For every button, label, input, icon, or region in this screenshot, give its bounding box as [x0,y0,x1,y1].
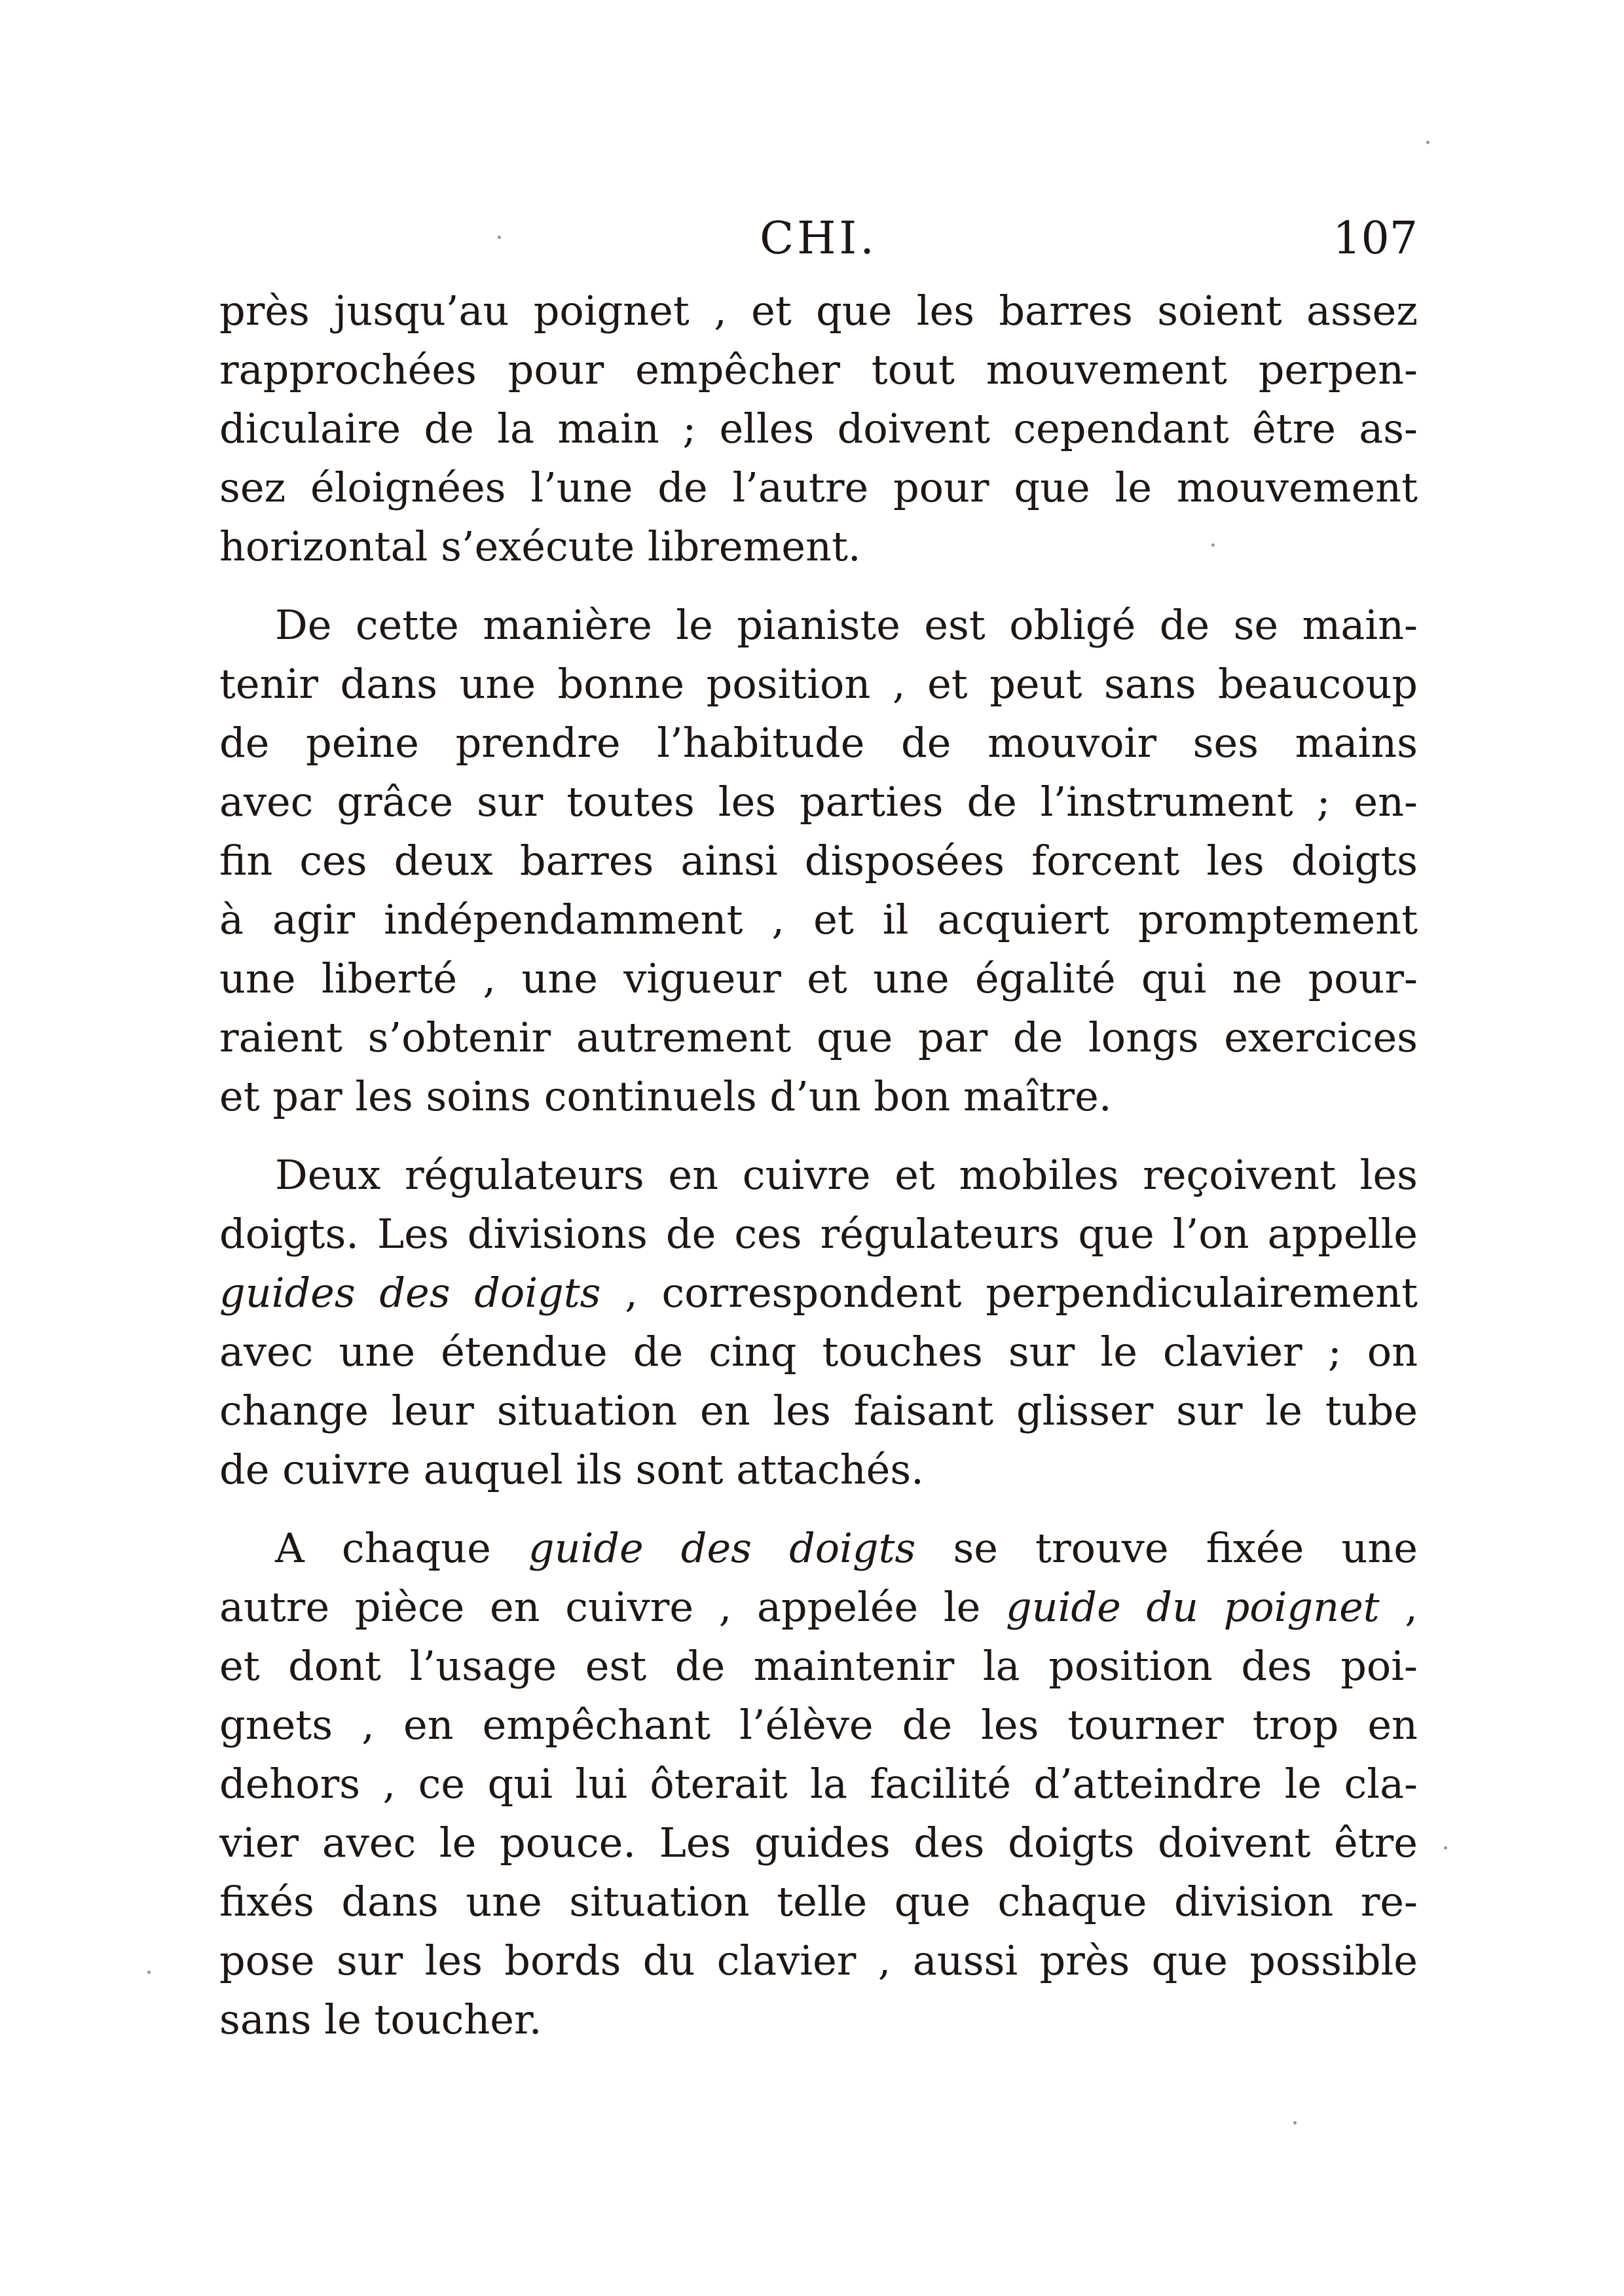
text-run: sez éloignées l’une de l’autre pour que le mouvement [219,464,1418,511]
text-run: de cuivre auquel ils sont attachés. [219,1446,924,1493]
text-run: change leur situation en les faisant glisser sur le tube [219,1387,1418,1434]
text-run: raient s’obtenir autrement que par de longs exercices [219,1013,1418,1061]
page-number: 107 [1333,213,1418,264]
text-run: De cette manière le pianiste est obligé de se main- [275,601,1418,649]
text-run: , [1379,1583,1418,1631]
text-line [219,773,1418,831]
text-line [219,1990,1418,2049]
italic-term: guides des doigts [219,1269,601,1317]
text-run: et dont l’usage est de maintenir la position des poi- [219,1642,1418,1690]
text-line [219,831,1418,890]
text-run: de peine prendre l’habitude de mouvoir ses mains [219,719,1418,767]
text-run: sans le toucher. [219,1995,542,2043]
text-run: fixés dans une situation telle que chaque division re- [219,1878,1418,1925]
body-text [219,282,1418,2069]
text-line [219,1440,1418,1499]
text-line [219,1755,1418,1813]
text-run: à agir indépendamment , et il acquiert promptement [219,896,1418,943]
text-line [219,1637,1418,1696]
text-run: pose sur les bords du clavier , aussi près que possible [219,1937,1418,1984]
running-head [219,206,1418,272]
paragraph [219,1146,1418,1499]
paragraph [219,282,1418,576]
text-run: gnets , en empêchant l’élève de les tourner trop en [219,1701,1418,1749]
text-run: fin ces deux barres ainsi disposées forcent les doigts [219,837,1418,884]
text-line [219,949,1418,1008]
text-line [219,1813,1418,1872]
text-run: vier avec le pouce. Les guides des doigts doivent être [219,1819,1418,1867]
text-line [219,1205,1418,1264]
text-run: dehors , ce qui lui ôterait la facilité d’atteindre le cla- [219,1760,1418,1808]
text-line [219,282,1418,340]
text-line [219,1146,1418,1205]
text-run: près jusqu’au poignet , et que les barres soient assez [219,287,1418,335]
text-line [219,890,1418,949]
text-line [219,399,1418,458]
text-line [219,517,1418,576]
paragraph [219,596,1418,1126]
text-line [219,1696,1418,1755]
text-line [219,596,1418,655]
text-run: tenir dans une bonne position , et peut sans beaucoup [219,660,1418,708]
text-line [219,458,1418,517]
paragraph [219,1519,1418,2049]
text-line [219,1519,1418,1578]
italic-term: guide des doigts [528,1524,916,1572]
text-line [219,340,1418,399]
text-line [219,1931,1418,1990]
running-title: CHI. [760,213,877,264]
text-run: se trouve fixée une [915,1524,1418,1572]
text-line [219,1264,1418,1322]
text-run: Deux régulateurs en cuivre et mobiles reçoivent les [275,1151,1418,1199]
text-line [219,1322,1418,1381]
paper-speck [147,1971,151,1974]
text-run: autre pièce en cuivre , appelée le [219,1583,1006,1631]
text-line [219,714,1418,773]
text-run: une liberté , une vigueur et une égalité qui ne pour- [219,955,1418,1002]
paper-speck [1293,2121,1297,2124]
text-line [219,1578,1418,1637]
text-run: doigts. Les divisions de ces régulateurs que l’on appelle [219,1210,1418,1258]
text-line [219,1067,1418,1126]
text-run: horizontal s’exécute librement. [219,522,861,570]
text-run: avec une étendue de cinq touches sur le clavier ; on [219,1328,1418,1376]
text-line [219,1872,1418,1931]
text-run: , correspondent perpendiculairement [600,1269,1418,1317]
paper-speck [1444,1846,1447,1850]
text-run: A chaque [275,1524,528,1572]
italic-term: guide du poignet [1005,1583,1380,1631]
text-run: et par les soins continuels d’un bon maître. [219,1072,1112,1120]
paper-speck [1426,141,1430,144]
text-line [219,1008,1418,1067]
text-line [219,655,1418,714]
paper-speck [498,236,501,239]
text-run: rapprochées pour empêcher tout mouvement perpen- [219,346,1418,393]
text-run: avec grâce sur toutes les parties de l’instrument ; en- [219,778,1418,826]
text-run: diculaire de la main ; elles doivent cependant être as- [219,405,1418,452]
paper-speck [1211,543,1215,547]
text-line [219,1381,1418,1440]
